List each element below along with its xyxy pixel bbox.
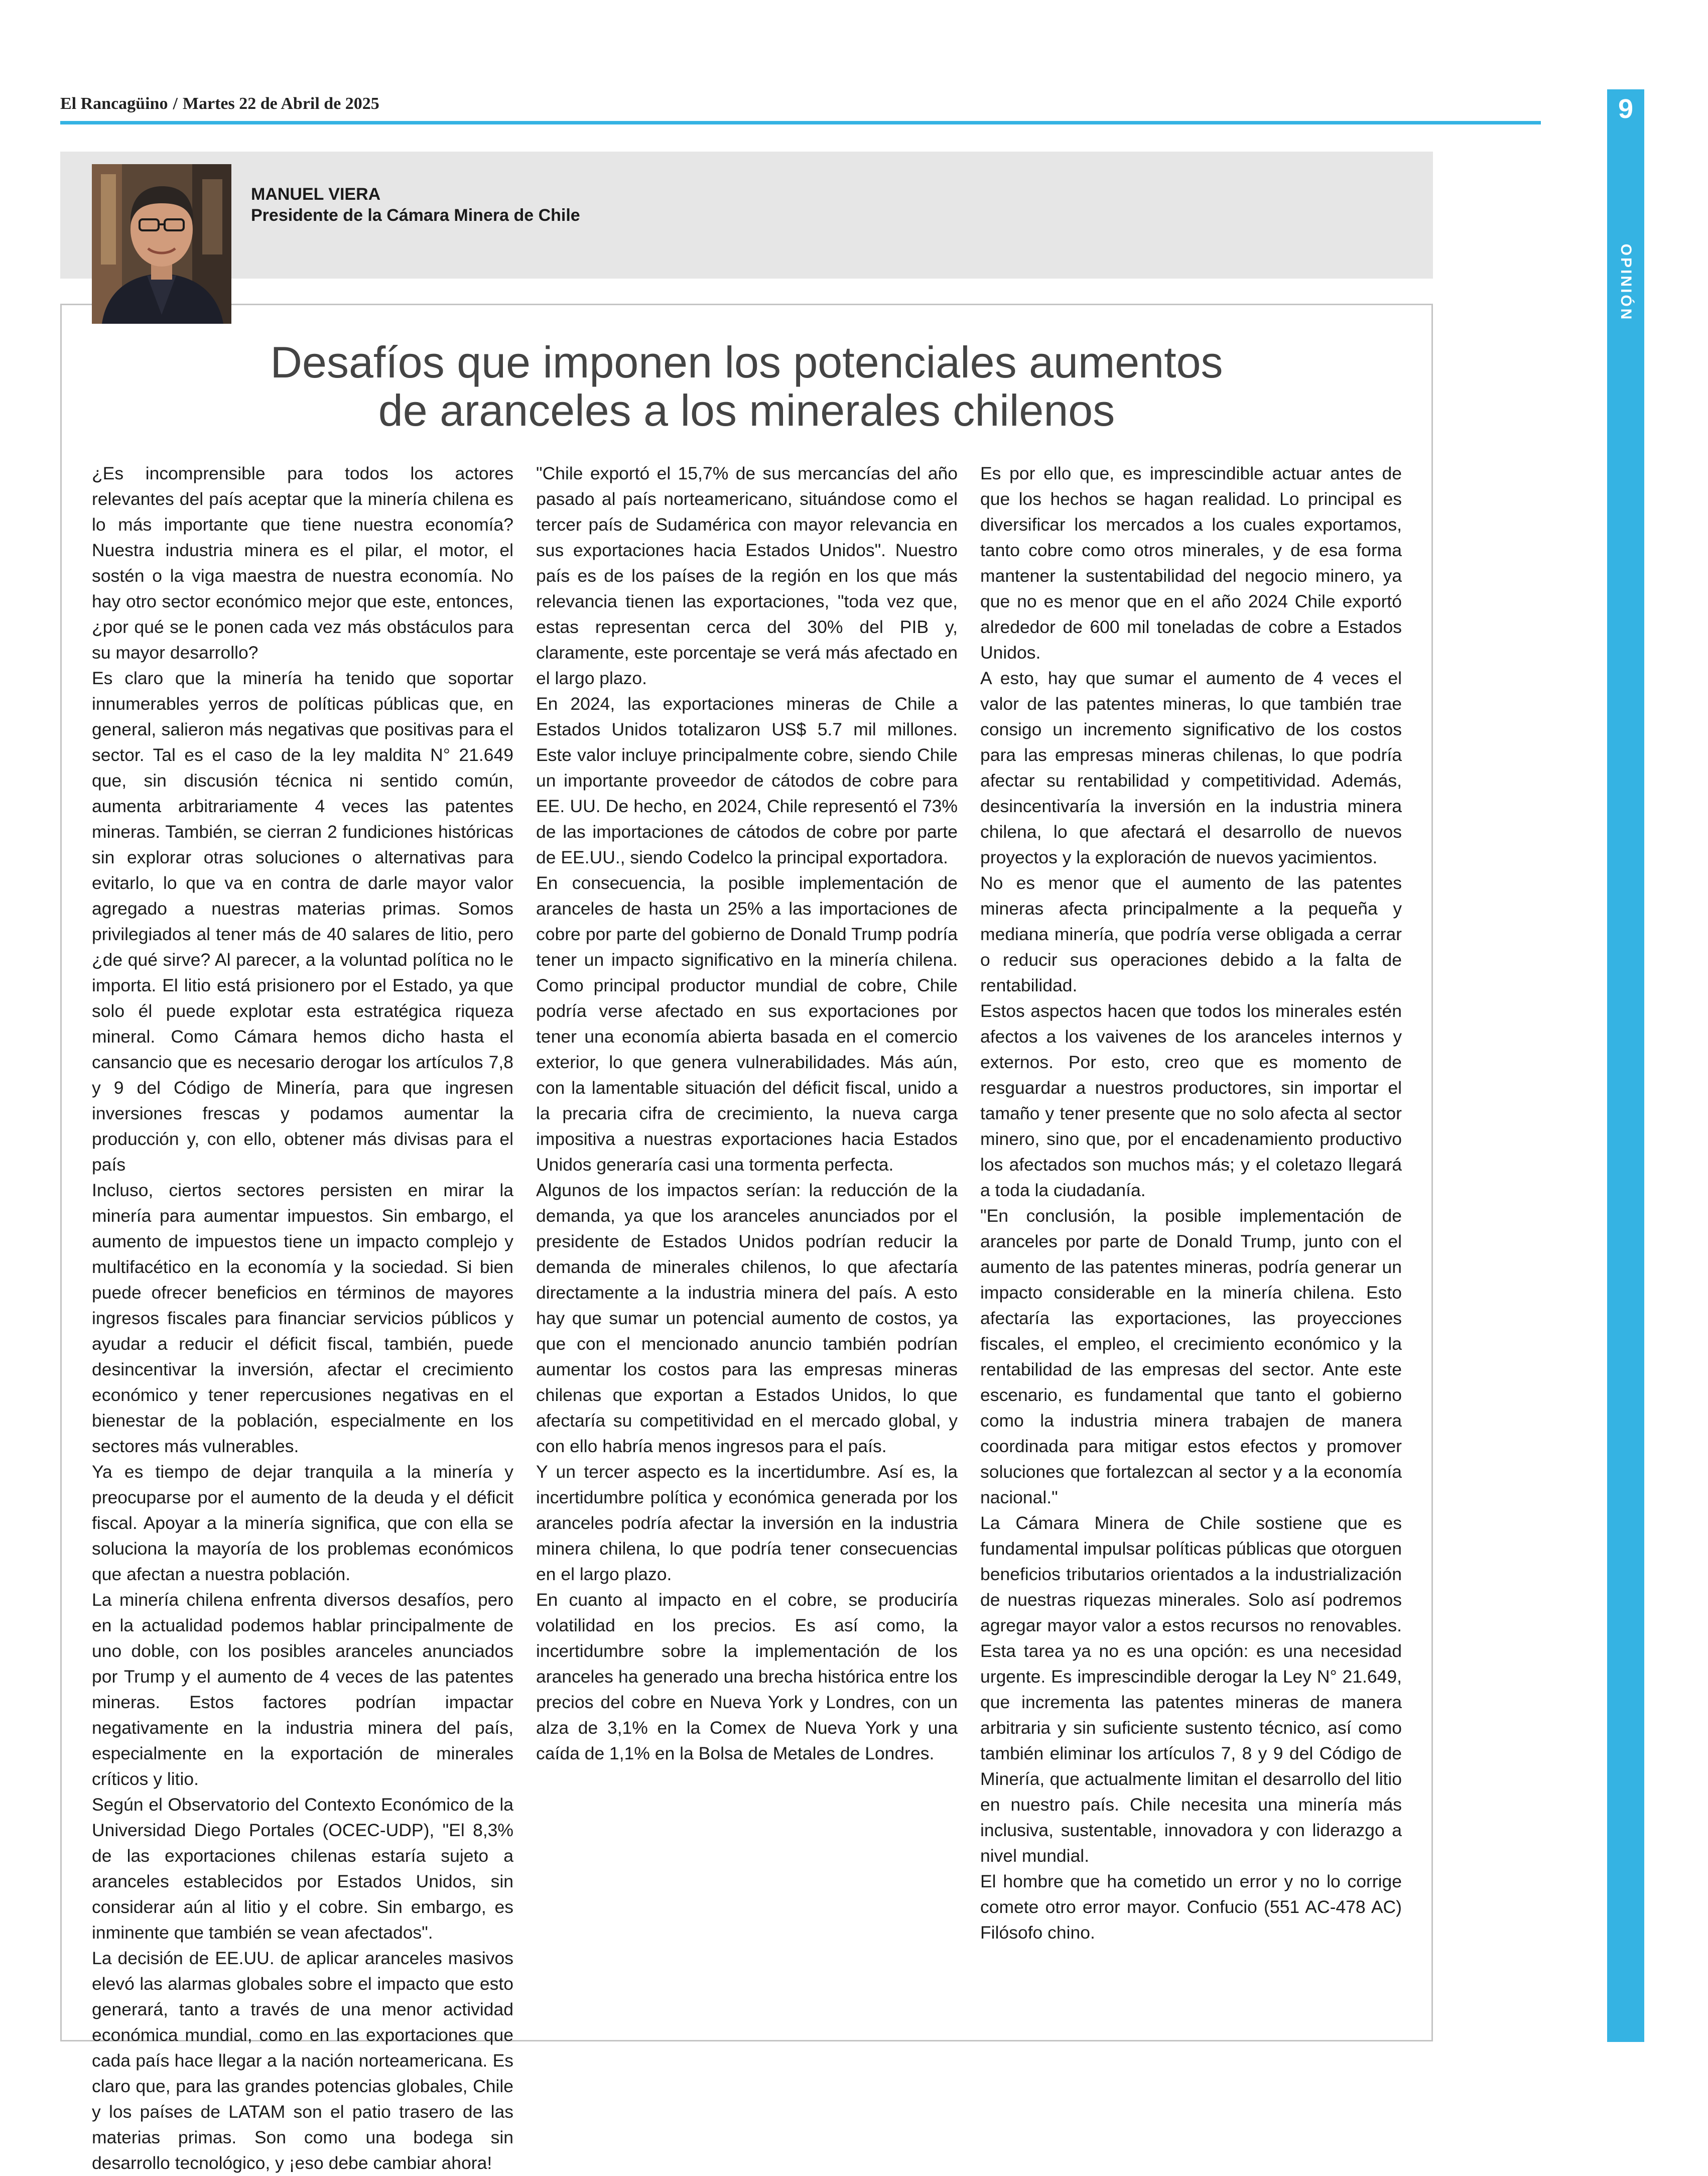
section-label-text: OPINIÓN [1618, 243, 1634, 322]
article-paragraph: En cuanto al impacto en el cobre, se produciría volatilidad en los precios. Es así como, la incertidumbre sobre la implementación de los aranceles ha generado una brecha histórica entre los precios del cobre en Nueva York y Londres, con un alza de 3,1% en la Comex de Nueva York y una caída de 1,1% en la Bolsa de Metales de Londres. [536, 1590, 958, 1763]
article-paragraph: Algunos de los impactos serían: la reducción de la demanda, ya que los aranceles anunciados por el presidente de Estados Unidos podrían reducir la demanda de minerales chilenos, lo que afectaría directamente a la industria minera del país. A esto hay que sumar un potencial aumento de costos, ya que con el mencionado anuncio también podrían aumentar los costos para las empresas mineras chilenas que exportan a Estados Unidos, lo que afectaría su competitividad en el mercado global, y con ello habría menos ingresos para el país. [536, 1180, 958, 1456]
author-portrait-image [92, 164, 231, 324]
article-paragraph: En consecuencia, la posible implementación de aranceles de hasta un 25% a las importaciones de cobre por parte del gobierno de Donald Trump podría tener un impacto significativo en la minería chilena. Como principal productor mundial de cobre, Chile podría verse afectado en sus exportaciones por tener una economía abierta basada en el comercio exterior, lo que genera vulnerabilidades. Más aún, con la lamentable situación del déficit fiscal, unido a la precaria cifra de crecimiento, la nueva carga impositiva a nuestras exportaciones hacia Estados Unidos generaría casi una tormenta perfecta. [536, 873, 958, 1175]
article-paragraph: La Cámara Minera de Chile sostiene que es fundamental impulsar políticas públicas que otorguen beneficios tributarios orientados a la industrialización de nuestras riquezas minerales. Solo así podremos agregar mayor valor a estos recursos no renovables. Esta tarea ya no es una opción: es una necesidad urgente. Es imprescindible derogar la Ley N° 21.649, que incrementa las patentes mineras de manera arbitraria y sin suficiente sustento técnico, así como también eliminar los artículos 7, 8 y 9 del Código de Minería, que actualmente limitan el desarrollo del litio en nuestro país. Chile necesita una minería más inclusiva, sustentable, innovadora y con liderazgo a nivel mundial. [980, 1513, 1402, 1866]
page-number: 9 [1618, 94, 1634, 124]
masthead [60, 94, 1536, 119]
article-paragraph: ¿Es incomprensible para todos los actores relevantes del país aceptar que la minería chilena es lo más importante que tiene nuestra economía? Nuestra industria minera es el pilar, el motor, el sostén o la viga maestra de nuestra economía. No hay otro sector económico mejor que este, entonces, ¿por qué se le ponen cada vez más obstáculos para su mayor desarrollo? [92, 463, 513, 663]
headline-line-1: Desafíos que imponen los potenciales aumentos [270, 337, 1223, 387]
article-paragraph: Según el Observatorio del Contexto Económico de la Universidad Diego Portales (OCEC-UDP), "El 8,3% de las exportaciones chilenas estaría sujeto a aranceles establecidos por Estados Unidos, sin considerar aún al litio y el cobre. Sin embargo, es inminente que también se vean afectados". [92, 1795, 513, 1943]
article-paragraph: Es claro que la minería ha tenido que soportar innumerables yerros de políticas públicas que, en general, salieron más negativas que positivas para el sector. Tal es el caso de la ley maldita N° 21.649 que, sin discusión técnica ni sentido común, aumenta arbitrariamente 4 veces las patentes mineras. También, se cierran 2 fundiciones históricas sin explorar otras soluciones o alternativas para evitarlo, lo que va en contra de darle mayor valor agregado a nuestras materias primas. Somos privilegiados al tener más de 40 salares de litio, pero ¿de qué sirve? Al parecer, a la voluntad política no le importa. El litio está prisionero por el Estado, ya que solo él puede explotar esta estratégica riqueza mineral. Como Cámara hemos dicho hasta el cansancio que es necesario derogar los artículos 7,8 y 9 del Código de Minería, para que ingresen inversiones frescas y podamos aumentar la producción y, con ello, obtener más divisas para el país [92, 668, 513, 1175]
headline-line-2: de aranceles a los minerales chilenos [378, 386, 1115, 435]
issue-date: Martes 22 de Abril de 2025 [182, 94, 379, 113]
article-paragraph: El hombre que ha cometido un error y no lo corrige comete otro error mayor. Confucio (551 AC-478 AC) Filósofo chino. [980, 1871, 1402, 1943]
article-paragraph: Incluso, ciertos sectores persisten en mirar la minería para aumentar impuestos. Sin embargo, el aumento de impuestos tiene un impacto complejo y multifacético en la economía y la sociedad. Si bien puede ofrecer beneficios en términos de mayores ingresos fiscales para financiar servicios públicos y ayudar a reducir el déficit fiscal, también, puede desincentivar la inversión, afectar el crecimiento económico y tener repercusiones negativas en el bienestar de la población, especialmente en los sectores más vulnerables. [92, 1180, 513, 1456]
article-paragraph: Ya es tiempo de dejar tranquila a la minería y preocuparse por el aumento de la deuda y el déficit fiscal. Apoyar a la minería significa, que con ella se soluciona la mayoría de los problemas económicos que afectan a nuestra población. [92, 1462, 513, 1584]
author-photo [92, 164, 231, 324]
article-paragraph: "Chile exportó el 15,7% de sus mercancías del año pasado al país norteamericano, situándose como el tercer país de Sudamérica con mayor relevancia en sus exportaciones hacia Estados Unidos". Nuestro país es de los países de la región en los que más relevancia tienen las exportaciones, "toda vez que, estas representan cerca del 30% del PIB y, claramente, este porcentaje se verá más afectado en el largo plazo. [536, 463, 958, 688]
article-paragraph: Y un tercer aspecto es la incertidumbre. Así es, la incertidumbre política y económica generada por los aranceles podría afectar la inversión en la industria minera chilena, lo que podría tener consecuencias en el largo plazo. [536, 1462, 958, 1584]
article-paragraph: Es por ello que, es imprescindible actuar antes de que los hechos se hagan realidad. Lo principal es diversificar los mercados a los cuales exportamos, tanto cobre como otros minerales, y de esa forma mantener la sustentabilidad del negocio minero, ya que no es menor que en el año 2024 Chile exportó alrededor de 600 mil toneladas de cobre a Estados Unidos. [980, 463, 1402, 663]
article-paragraph: La minería chilena enfrenta diversos desafíos, pero en la actualidad podemos hablar principalmente de uno doble, con los posibles aranceles anunciados por Trump y el aumento de 4 veces de las patentes mineras. Estos factores podrían impactar negativamente en la industria minera del país, especialmente en la exportación de minerales críticos y litio. [92, 1590, 513, 1789]
author-role: Presidente de la Cámara Minera de Chile [251, 206, 580, 225]
article-paragraph: "En conclusión, la posible implementación de aranceles por parte de Donald Trump, junto con el aumento de las patentes mineras, podría generar un impacto considerable en la minería chilena. Esto afectaría las exportaciones, las proyecciones fiscales, el empleo, el crecimiento económico y la rentabilidad de las empresas del sector. Ante este escenario, es fundamental que tanto el gobierno como la industria minera trabajen de manera coordinada para mitigar estos efectos y promover soluciones que fortalezcan al sector y a la economía nacional." [980, 1206, 1402, 1507]
section-label [1607, 240, 1644, 325]
article-paragraph: Estos aspectos hacen que todos los minerales estén afectos a los vaivenes de los aranceles internos y externos. Por esto, creo que es momento de resguardar a nuestros productores, sin importar el tamaño y tener presente que no solo afecta al sector minero, sino que, por el encadenamiento productivo los afectados son muchos más; y el coletazo llegará a toda la ciudadanía. [980, 1001, 1402, 1200]
article-paragraph: La decisión de EE.UU. de aplicar aranceles masivos elevó las alarmas globales sobre el impacto que esto generará, tanto a través de una menor actividad económica mundial, como en las exportaciones que cada país hace llegar a la nación norteamericana. Es claro que, para las grandes potencias globales, Chile y los países de LATAM son el patio trasero de las materias primas. Son como una bodega sin desarrollo tecnológico, y ¡eso debe cambiar ahora! [92, 1948, 513, 2173]
article-headline [62, 338, 1431, 435]
article-column-2 [536, 461, 958, 2007]
article-column-3 [980, 461, 1402, 2007]
masthead-separator: / [173, 94, 178, 113]
author-info [251, 184, 580, 226]
author-name: MANUEL VIERA [251, 185, 381, 204]
section-sidebar [1607, 89, 1644, 2042]
article-paragraph: En 2024, las exportaciones mineras de Chile a Estados Unidos totalizaron US$ 5.7 mil millones. Este valor incluye principalmente cobre, siendo Chile un importante proveedor de cátodos de cobre para EE. UU. De hecho, en 2024, Chile representó el 73% de las importaciones de cátodos de cobre por parte de EE.UU., siendo Codelco la principal exportadora. [536, 694, 958, 867]
newspaper-name: El Rancagüino [60, 94, 168, 113]
article-column-1 [92, 461, 513, 2173]
article-paragraph: No es menor que el aumento de las patentes mineras afecta principalmente a la pequeña y mediana minería, que podría verse obligada a cerrar o reducir sus operaciones debido a la falta de rentabilidad. [980, 873, 1402, 995]
article-paragraph: A esto, hay que sumar el aumento de 4 veces el valor de las patentes mineras, lo que también trae consigo un incremento significativo de los costos para las empresas mineras chilenas, lo que podría afectar su rentabilidad y competitividad. Además, desincentivaría la inversión en la industria minera chilena, lo que afectará el desarrollo de nuevos proyectos y la exploración de nuevos yacimientos. [980, 668, 1402, 867]
article [60, 304, 1433, 2173]
header-rule [60, 121, 1541, 124]
author-box [60, 152, 1433, 279]
